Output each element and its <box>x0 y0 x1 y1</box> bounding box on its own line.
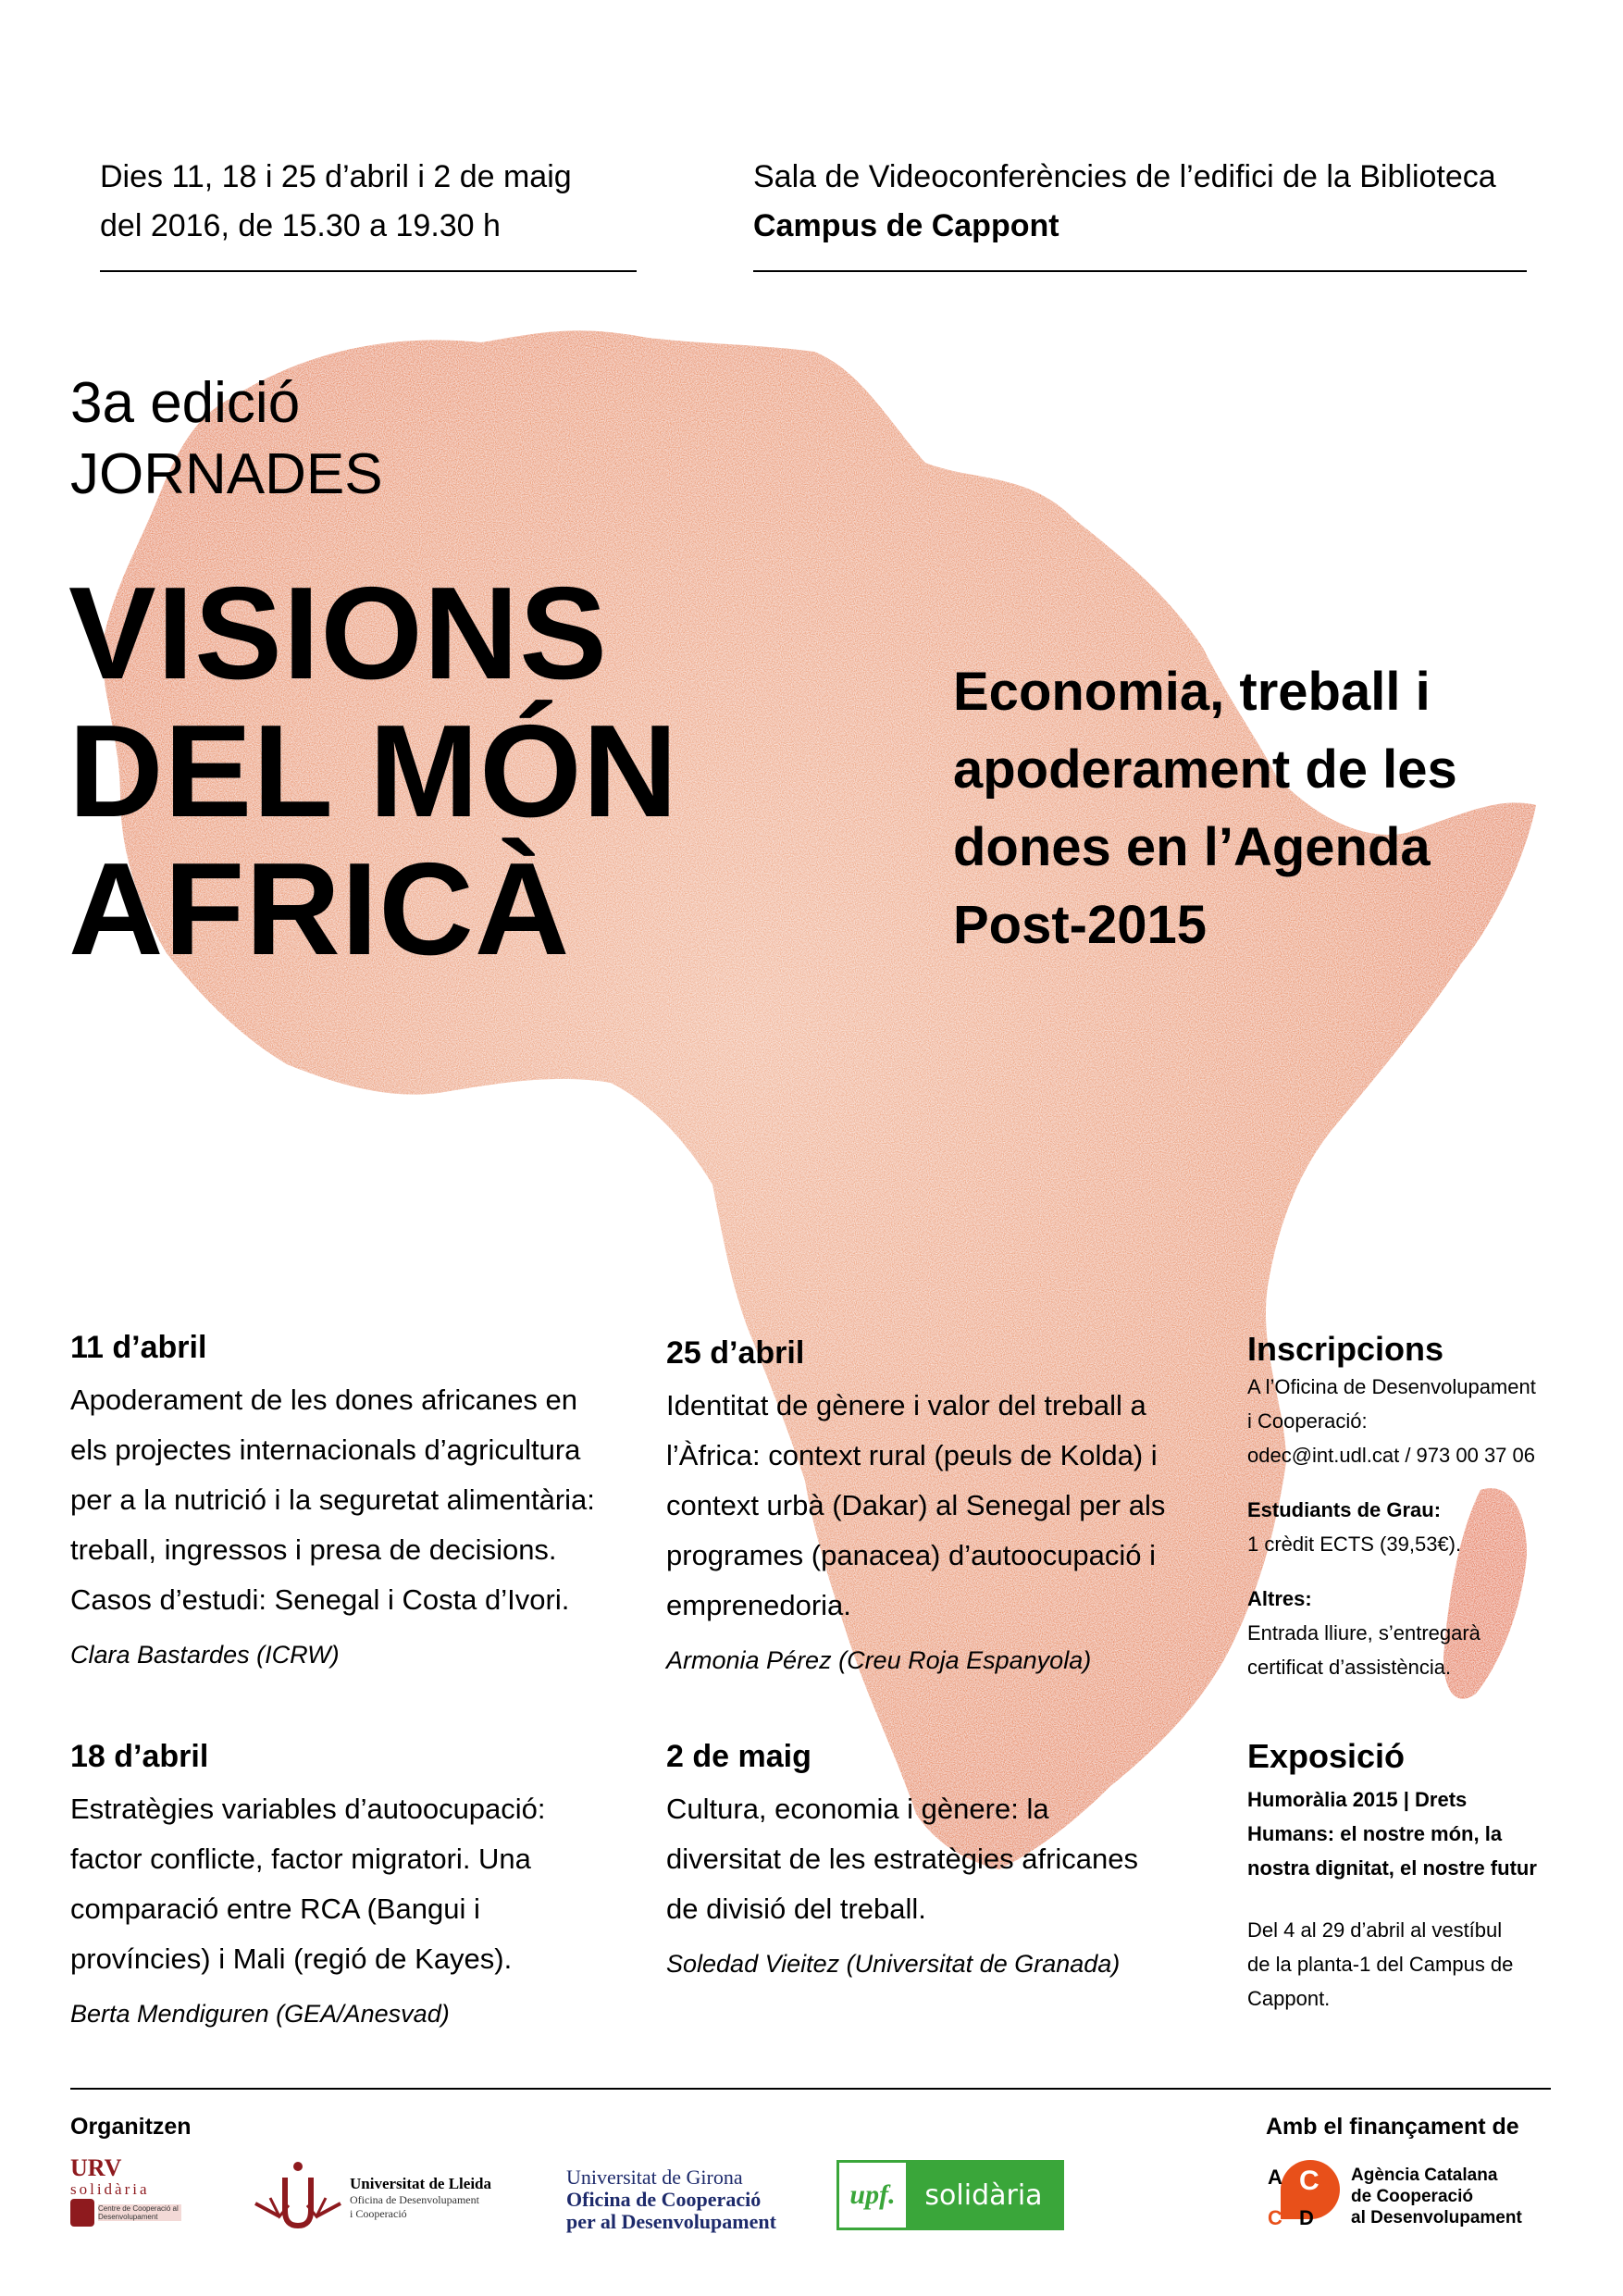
session-speaker: Armonia Pérez (Creu Roja Espanyola) <box>666 1646 1092 1674</box>
session-line: comparació entre RCA (Bangui i <box>70 1893 480 1925</box>
venue-line-2: Campus de Cappont <box>753 208 1059 243</box>
organizers-label: Organitzen <box>70 2114 192 2140</box>
urv-logo-subtext: solidària <box>70 2180 150 2198</box>
subtitle-line-1: Economia, treball i <box>953 662 1431 722</box>
exhibition-text: de la planta-1 del Campus de <box>1247 1953 1514 1976</box>
udg-office: Oficina de Cooperació <box>566 2188 762 2211</box>
inscriptions-line: A l’Oficina de Desenvolupament <box>1247 1375 1536 1398</box>
others-text: Entrada lliure, s’entregarà <box>1247 1621 1481 1644</box>
inscriptions-panel <box>1247 1329 1599 1684</box>
session-block <box>666 1736 1240 1982</box>
acd-emblem-icon <box>1268 2160 1340 2232</box>
others-text: certificat d’assistència. <box>1247 1656 1452 1679</box>
acd-letter: A <box>1268 2166 1282 2189</box>
upf-solidaria-text: solidària <box>906 2163 1061 2228</box>
funding-label: Amb el finançament de <box>1266 2114 1519 2140</box>
session-description <box>70 1784 626 1984</box>
main-title <box>68 560 679 983</box>
session-line: context urbà (Dakar) al Senegal per als <box>666 1489 1166 1521</box>
exhibition-heading: Exposició <box>1247 1737 1406 1775</box>
session-block <box>70 1327 626 1673</box>
session-line: els projectes internacionals d’agricultura <box>70 1433 581 1466</box>
udg-name: Universitat de Girona <box>566 2166 743 2189</box>
header-divider-right <box>753 270 1527 272</box>
udg-office: per al Desenvolupament <box>566 2210 776 2233</box>
exhibition-title: Humoràlia 2015 | Drets <box>1247 1788 1468 1811</box>
acd-logo <box>1268 2158 1564 2234</box>
header-divider-left <box>100 270 637 272</box>
others-label: Altres: <box>1247 1587 1312 1610</box>
session-date: 18 d’abril <box>70 1739 209 1774</box>
contact-info[interactable]: odec@int.udl.cat / 973 00 37 06 <box>1247 1444 1535 1467</box>
udl-name: Universitat de Lleida <box>350 2175 491 2192</box>
urv-emblem-icon <box>70 2199 94 2227</box>
subtitle-line-3: dones en l’Agenda <box>953 817 1431 877</box>
session-line: Apoderament de les dones africanes en <box>70 1384 578 1416</box>
acd-name: de Cooperació <box>1351 2186 1473 2206</box>
session-date: 2 de maig <box>666 1739 812 1774</box>
session-line: Casos d’estudi: Senegal i Costa d’Ivori. <box>70 1583 570 1616</box>
session-description <box>666 1381 1240 1631</box>
footer-divider <box>70 2088 1551 2090</box>
session-line: per a la nutrició i la seguretat alimentària: <box>70 1483 595 1516</box>
acd-letter: C <box>1268 2206 1282 2229</box>
session-description <box>70 1375 626 1625</box>
urv-solidaria-logo <box>70 2156 191 2240</box>
session-date: 25 d’abril <box>666 1335 805 1371</box>
exhibition-title: Humans: el nostre món, la <box>1247 1822 1503 1845</box>
acd-name: al Desenvolupament <box>1351 2207 1522 2228</box>
inscriptions-line: i Cooperació: <box>1247 1409 1368 1433</box>
title-line-1: VISIONS <box>68 560 609 707</box>
inscriptions-heading: Inscripcions <box>1247 1330 1444 1368</box>
exhibition-panel <box>1247 1736 1608 2016</box>
event-dates <box>100 153 572 251</box>
udl-logo <box>252 2156 529 2240</box>
edition-label: 3a edició <box>70 371 301 435</box>
session-line: Estratègies variables d’autoocupació: <box>70 1793 546 1825</box>
subtitle-line-2: apoderament de les <box>953 739 1457 800</box>
exhibition-title: nostra dignitat, el nostre futur <box>1247 1856 1537 1880</box>
session-line: emprenedoria. <box>666 1589 851 1621</box>
session-description <box>666 1784 1240 1934</box>
session-date: 11 d’abril <box>70 1330 207 1365</box>
students-label: Estudiants de Grau: <box>1247 1498 1442 1521</box>
session-line: de divisió del treball. <box>666 1893 926 1925</box>
acd-letter: C <box>1299 2166 1319 2196</box>
title-line-2: DEL MÓN <box>68 698 679 845</box>
session-line: Cultura, economia i gènere: la <box>666 1793 1049 1825</box>
urv-caption: Centre de Cooperació al Desenvolupament <box>98 2204 181 2221</box>
udl-office: Oficina de Desenvolupament <box>350 2193 479 2206</box>
exhibition-text: Del 4 al 29 d’abril al vestíbul <box>1247 1918 1503 1942</box>
udl-emblem-icon <box>252 2159 344 2237</box>
upf-mark: upf. <box>839 2163 906 2228</box>
udg-logo <box>566 2158 788 2241</box>
session-line: l’Àfrica: context rural (peuls de Kolda) i <box>666 1439 1158 1471</box>
session-speaker: Clara Bastardes (ICRW) <box>70 1641 340 1669</box>
session-line: treball, ingressos i presa de decisions. <box>70 1533 557 1566</box>
session-block <box>666 1333 1240 1679</box>
urv-logo-text: URV <box>70 2154 122 2181</box>
session-line: províncies) i Mali (regió de Kayes). <box>70 1942 513 1975</box>
subtitle-line-4: Post-2015 <box>953 895 1208 955</box>
dates-line-2: del 2016, de 15.30 a 19.30 h <box>100 208 501 243</box>
session-line: factor conflicte, factor migratori. Una <box>70 1843 531 1875</box>
session-line: diversitat de les estratègies africanes <box>666 1843 1139 1875</box>
udl-office: i Cooperació <box>350 2207 407 2220</box>
venue-line-1: Sala de Videoconferències de l’edifici de la Biblioteca <box>753 159 1496 194</box>
event-venue <box>753 153 1496 251</box>
dates-line-1: Dies 11, 18 i 25 d’abril i 2 de maig <box>100 159 572 194</box>
acd-letter: D <box>1299 2206 1314 2229</box>
session-speaker: Soledad Vieitez (Universitat de Granada) <box>666 1950 1121 1978</box>
session-speaker: Berta Mendiguren (GEA/Anesvad) <box>70 2000 450 2028</box>
session-block <box>70 1736 626 2032</box>
session-line: programes (panacea) d’autoocupació i <box>666 1539 1157 1571</box>
session-line: Identitat de gènere i valor del treball a <box>666 1389 1146 1421</box>
event-type-label: JORNADES <box>70 442 383 506</box>
exhibition-text: Cappont. <box>1247 1987 1331 2010</box>
subtitle <box>953 653 1457 964</box>
students-text: 1 crèdit ECTS (39,53€). <box>1247 1533 1462 1556</box>
acd-name: Agència Catalana <box>1351 2165 1498 2185</box>
upf-solidaria-logo <box>836 2160 1064 2230</box>
title-line-3: AFRICÀ <box>68 836 571 983</box>
